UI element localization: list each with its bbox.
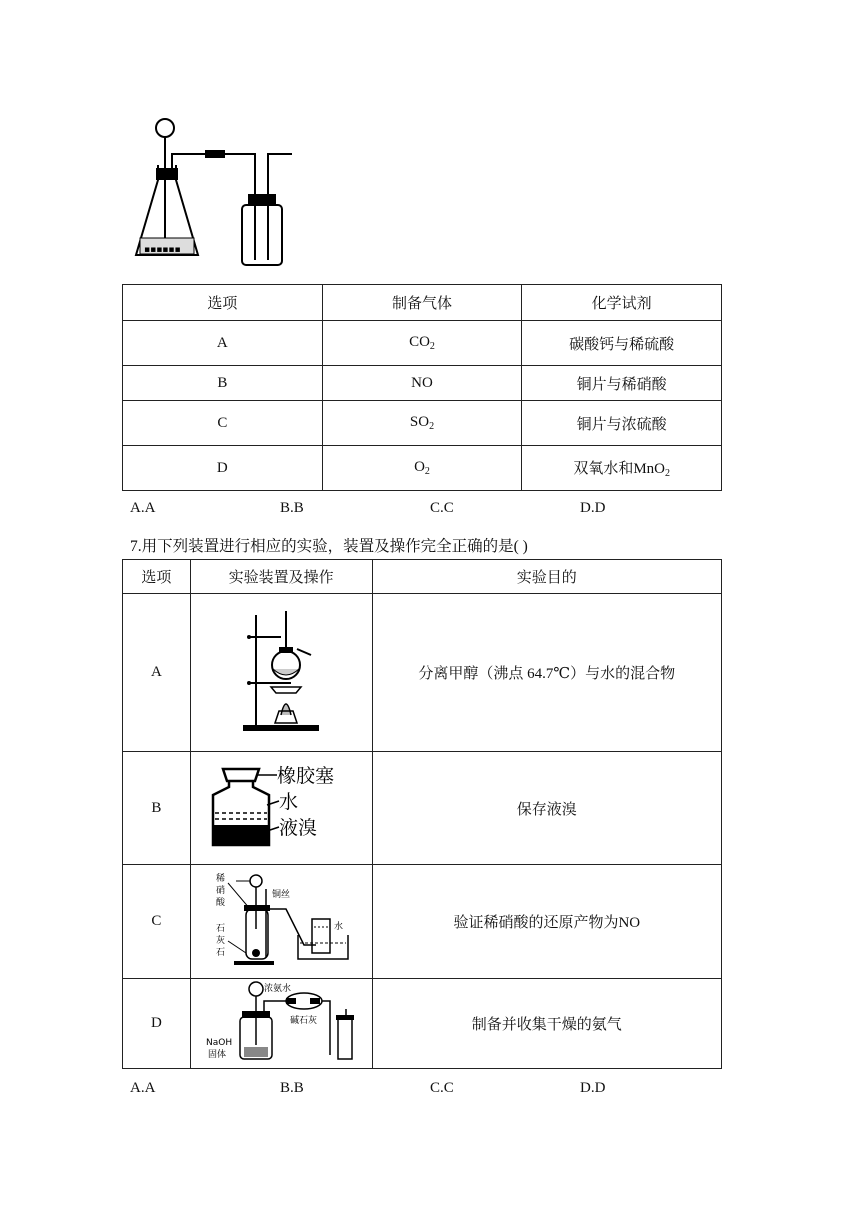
label-stone-2: 灰 [216,936,226,946]
table1-gas-cell: $SO_2$ [322,401,522,446]
experiment-table [122,559,722,1069]
table-row [123,366,722,401]
table2-header-purpose: 实验目的 [372,560,721,594]
table2-option-cell: C [123,865,191,979]
table1-gas-cell: $CO_2$ [322,321,522,366]
ammonia-preparation-figure [206,979,356,1063]
label-solid: 固体 [208,1050,227,1060]
table1-option-cell: C [123,401,323,446]
choice-a: A.A [130,1080,156,1096]
table2-apparatus-cell [190,594,372,752]
bromine-bottle-figure [211,761,351,851]
table1-gas-cell: $O_2$ [322,446,522,491]
table1-reagent-cell: 碳酸钙与稀硫酸 [522,321,722,366]
label-naoh: NaOH [206,1038,233,1048]
label-acid-1: 稀 [216,874,226,884]
label-acid-3: 酸 [216,898,226,908]
table2-header-apparatus: 实验装置及操作 [190,560,372,594]
table2-option-cell: B [123,752,191,865]
table-row [123,321,722,366]
label-ammonia: 浓氨水 [264,984,292,994]
question-7-text: 7.用下列装置进行相应的实验，装置及操作完全正确的是( ) [130,538,528,555]
table-row [123,594,722,752]
table1-reagent-cell: 铜片与浓硫酸 [522,401,722,446]
choice-c: C.C [430,1080,454,1096]
choice-c: C.C [430,500,454,516]
svg-text:▪▪▪▪▪▪: ▪▪▪▪▪▪ [144,245,181,255]
table1-option-cell: D [123,446,323,491]
label-stopper: 橡胶塞 [277,764,335,787]
table1-reagent-cell: 铜片与稀硝酸 [522,366,722,401]
table1-header-option: 选项 [123,285,323,321]
label-bromine: 液溴 [279,816,318,839]
table-row [123,446,722,491]
label-soda-lime: 碱石灰 [290,1016,318,1026]
table1-option-cell: A [123,321,323,366]
table2-option-cell: D [123,979,191,1069]
label-stone-3: 石 [216,948,226,958]
table-row [123,979,722,1069]
choice-a: A.A [130,500,156,516]
nitric-acid-reduction-figure [206,869,356,969]
label-water: 水 [279,790,299,813]
table1-header-gas: 制备气体 [322,285,522,321]
choice-d: D.D [580,1080,606,1096]
choice-d: D.D [580,500,606,516]
choice-b: B.B [280,1080,304,1096]
table2-header-option: 选项 [123,560,191,594]
table2-apparatus-cell [190,979,372,1069]
label-water-c: 水 [334,922,344,932]
table2-apparatus-cell [190,752,372,865]
label-stone-1: 石 [216,924,226,934]
table2-purpose-cell: 制备并收集干燥的氨气 [372,979,721,1069]
table2-apparatus-cell [190,865,372,979]
distillation-apparatus-figure [241,605,321,735]
table2-purpose-cell: 保存液溴 [372,752,721,865]
table2-purpose-cell: 分离甲醇（沸点 64.7℃）与水的混合物 [372,594,721,752]
table2-purpose-cell: 验证稀硝酸的还原产物为NO [372,865,721,979]
table1-gas-cell: NO [322,366,522,401]
table-row [123,401,722,446]
table-row [123,865,722,979]
table2-option-cell: A [123,594,191,752]
gas-generation-apparatus-figure [130,110,310,270]
label-acid-2: 硝 [216,886,226,896]
table1-reagent-cell: 双氧水和MnO$_2$ [522,446,722,491]
table1-option-cell: B [123,366,323,401]
gas-preparation-table [122,284,722,491]
table1-header-reagent: 化学试剂 [522,285,722,321]
choice-b: B.B [280,500,304,516]
label-copper-wire: 铜丝 [272,890,291,900]
table-row [123,752,722,865]
